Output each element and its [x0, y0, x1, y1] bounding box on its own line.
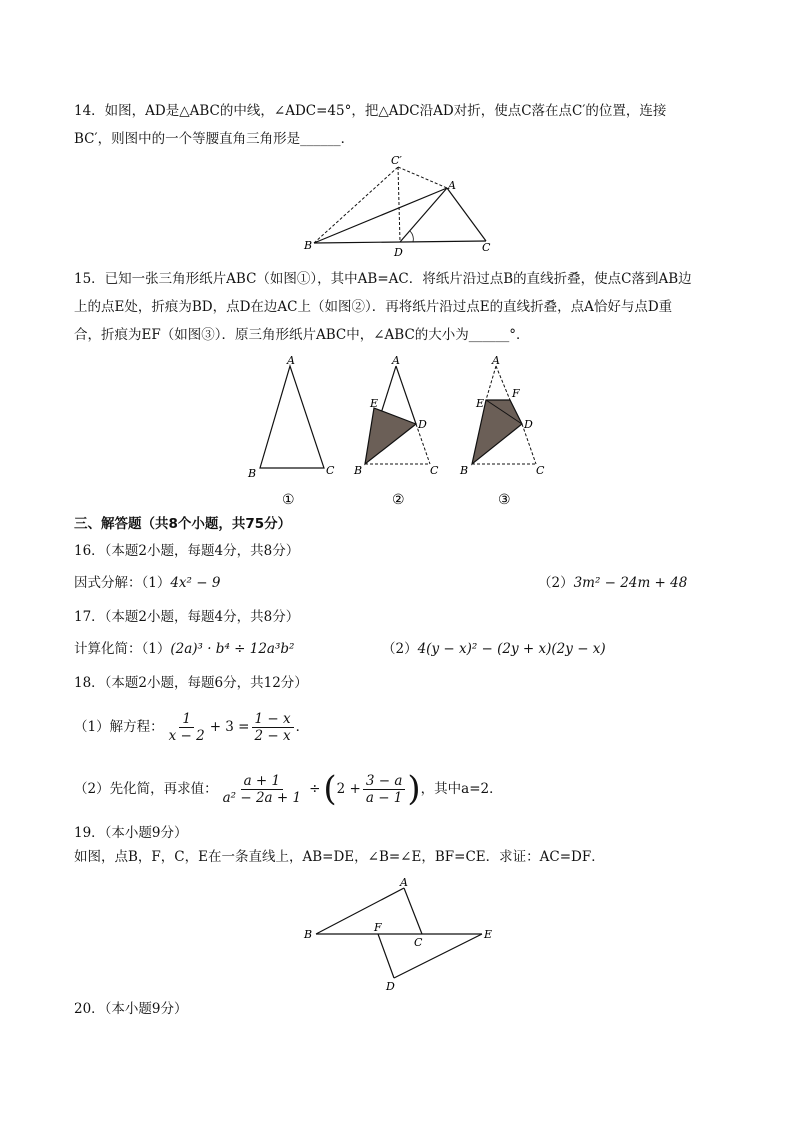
q18-part1 [74, 706, 309, 748]
q15-fig3-label-d: D [524, 418, 533, 431]
q17-part2 [382, 640, 606, 658]
q16-p2: （2） [538, 575, 574, 591]
q15-fig3-label-a: A [492, 354, 500, 367]
q18-fraction-2 [252, 711, 294, 744]
q18-g1-den: a² − 2a + 1 [222, 789, 302, 806]
q15-fig3-label-c: C [536, 464, 545, 477]
q16-expr1: 4x² − 9 [170, 575, 221, 591]
section-heading: 三、解答题（共8个小题，共75分） [74, 516, 292, 532]
left-paren-icon: ( [323, 769, 337, 809]
q17-p2: （2） [382, 641, 418, 657]
q15-fig2-label-b: B [354, 464, 363, 477]
q14-label-c-prime: C′ [391, 155, 402, 167]
q15-fig2-label-a: A [392, 354, 400, 367]
q14-line2: BC′，则图中的一个等腰直角三角形是______． [74, 131, 355, 147]
q19-head: 19．（本小题9分） [74, 825, 188, 841]
q15-line3: 合，折痕为EF（如图③）．原三角形纸片ABC中，∠ABC的大小为______°． [74, 327, 530, 343]
q18-f1-den: x − 2 [168, 727, 205, 744]
q18-f2-den: 2 − x [254, 727, 291, 744]
q18-part2 [74, 766, 503, 812]
q19-label-f: F [374, 921, 382, 934]
q18-p2: （2）先化简，再求值： [74, 781, 218, 797]
q17-expr1: (2a)³ · b⁴ ÷ 12a³b² [170, 641, 295, 657]
q14-line1: 14．如图，AD是△ABC的中线，∠ADC=45°，把△ADC沿AD对折，使点C落在点C′的位置，连接 [74, 103, 667, 119]
q15-fig1-label-b: B [248, 467, 257, 480]
q15-fig1-label-a: A [287, 354, 295, 367]
q14-figure [300, 155, 500, 260]
q15-fig3-label-e: E [476, 397, 485, 410]
q14-label-b: B [304, 239, 313, 252]
q15-figures [240, 352, 560, 510]
q15-fig3-label-b: B [460, 464, 469, 477]
q19-label-d: D [386, 980, 395, 993]
q15-line2: 上的点E处，折痕为BD，点D在边AC上（如图②）．再将纸片沿过点E的直线折叠，点A恰好与点D重 [74, 299, 673, 315]
q18-fraction-4 [363, 773, 406, 806]
q19-figure [300, 872, 500, 994]
q17-head: 17．（本题2小题，每题4分，共8分） [74, 609, 300, 625]
q15-fig2-label-e: E [370, 397, 379, 410]
q18-end1: ． [295, 719, 310, 735]
q16-head: 16．（本题2小题，每题4分，共8分） [74, 543, 300, 559]
q15-fig3-label-f: F [512, 387, 520, 400]
q18-g1-num: a + 1 [241, 773, 284, 790]
q15-caption-1: ① [282, 492, 295, 508]
q17-expr2: 4(y − x)² − (2y + x)(2y − x) [417, 641, 606, 657]
q19-label-a: A [400, 876, 408, 889]
q19-label-c: C [414, 936, 423, 949]
q18-head: 18．（本题2小题，每题6分，共12分） [74, 675, 308, 691]
q18-end2: ，其中a=2． [420, 781, 503, 797]
q18-div: ÷ [309, 781, 321, 797]
q17-part1 [74, 640, 294, 658]
q15-fig2-label-d: D [418, 418, 427, 431]
q18-g2-num: 3 − a [363, 773, 406, 790]
q16-lead: 因式分解：（1） [74, 575, 171, 591]
q18-two: 2 + [336, 781, 361, 797]
q14-label-c: C [482, 241, 491, 254]
q14-label-d: D [394, 246, 403, 259]
q17-lead: 计算化简：（1） [74, 641, 171, 657]
right-paren-icon: ) [407, 769, 421, 809]
q16-part1 [74, 574, 220, 592]
q18-g2-den: a − 1 [365, 789, 403, 806]
q15-caption-2: ② [392, 492, 405, 508]
q16-part2 [538, 574, 687, 592]
q18-plus3: + 3 = [209, 719, 250, 735]
q16-expr2: 3m² − 24m + 48 [573, 575, 688, 591]
q18-f2-num: 1 − x [252, 711, 294, 728]
q15-caption-3: ③ [498, 492, 511, 508]
q19-label-b: B [304, 928, 313, 941]
q20-head: 20．（本小题9分） [74, 1001, 188, 1017]
q15-fig1-label-c: C [326, 464, 335, 477]
q15-line1: 15．已知一张三角形纸片ABC（如图①），其中AB=AC．将纸片沿过点B的直线折叠，使点C落到AB边 [74, 271, 692, 287]
q19-text: 如图，点B，F，C，E在一条直线上，AB=DE，∠B=∠E，BF=CE．求证：AC=DF． [74, 849, 605, 865]
q19-label-e: E [484, 928, 493, 941]
q18-f1-num: 1 [179, 711, 194, 728]
q15-fig2-label-c: C [430, 464, 439, 477]
q18-fraction-3 [220, 773, 304, 806]
q18-fraction-1 [166, 711, 208, 744]
q18-p1: （1）解方程： [74, 719, 164, 735]
q14-label-a: A [448, 179, 456, 192]
